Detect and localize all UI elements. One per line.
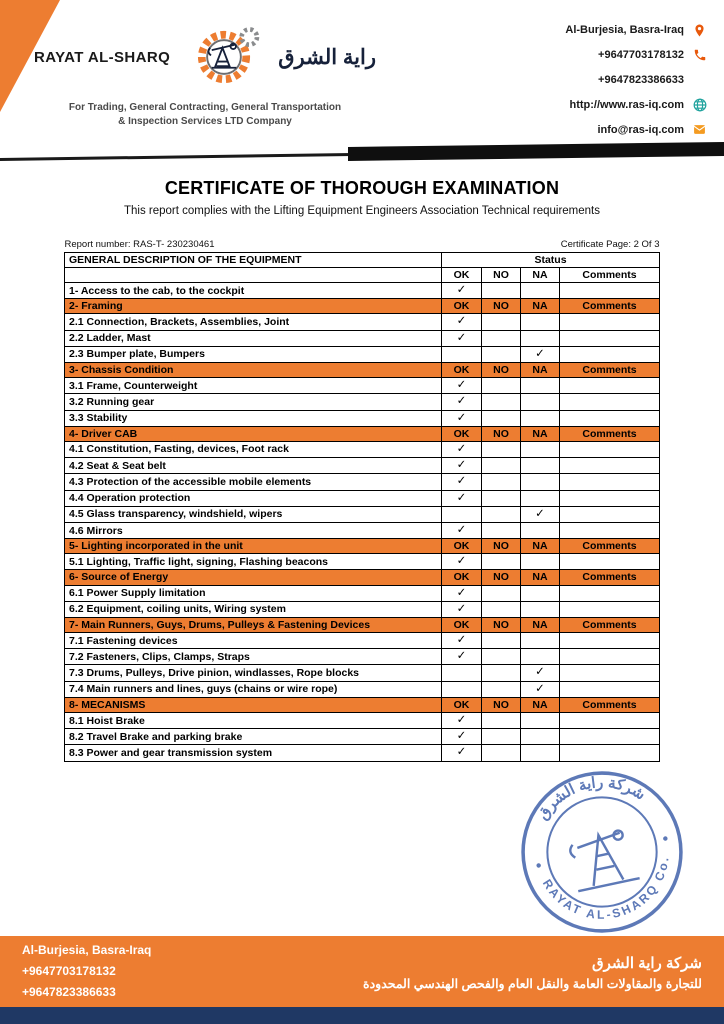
contact-row	[468, 92, 708, 117]
check-cell-no	[481, 283, 520, 299]
check-cell-no	[481, 346, 520, 362]
item-row	[64, 506, 659, 522]
section-label: 6- Source of Energy	[64, 570, 441, 585]
check-cell-comments	[559, 649, 659, 665]
check-cell-na: ✓	[520, 346, 559, 362]
item-label: 4.6 Mirrors	[64, 522, 441, 538]
section-label: 4- Driver CAB	[64, 426, 441, 441]
item-label: 1- Access to the cab, to the cockpit	[64, 283, 441, 299]
item-label: 2.2 Ladder, Mast	[64, 330, 441, 346]
section-column-comments: Comments	[559, 363, 659, 378]
stamp-arabic-text: شركة راية الشرق	[534, 774, 649, 824]
item-label: 7.2 Fasteners, Clips, Clamps, Straps	[64, 649, 441, 665]
check-cell-ok	[441, 346, 481, 362]
column-header-no: NO	[481, 268, 520, 283]
section-row	[64, 363, 659, 378]
check-cell-na	[520, 330, 559, 346]
footer-description-ar: للتجارة والمقاولات العامة والنقل العام والفحص الهندسي المحدودة	[363, 977, 702, 991]
check-cell-na	[520, 441, 559, 457]
item-label: 5.1 Lighting, Traffic light, signing, Flashing beacons	[64, 554, 441, 570]
check-cell-comments	[559, 554, 659, 570]
check-cell-comments	[559, 712, 659, 728]
contact-text: +9647823386633	[598, 73, 684, 86]
item-label: 3.2 Running gear	[64, 394, 441, 410]
check-cell-na	[520, 474, 559, 490]
check-cell-na	[520, 410, 559, 426]
stamp-english-text: RAYAT AL-SHARQ Co.	[539, 854, 672, 922]
item-row	[64, 601, 659, 617]
column-header-ok: OK	[441, 268, 481, 283]
section-column-comments: Comments	[559, 697, 659, 712]
check-cell-comments	[559, 490, 659, 506]
section-column-na: NA	[520, 617, 559, 632]
column-header-comments: Comments	[559, 268, 659, 283]
check-cell-ok	[441, 681, 481, 697]
check-cell-na	[520, 378, 559, 394]
item-row	[64, 458, 659, 474]
check-cell-no	[481, 330, 520, 346]
section-row	[64, 697, 659, 712]
section-column-na: NA	[520, 299, 559, 314]
column-header-row	[64, 268, 659, 283]
section-column-ok: OK	[441, 617, 481, 632]
check-cell-na	[520, 649, 559, 665]
item-row	[64, 681, 659, 697]
check-cell-ok: ✓	[441, 330, 481, 346]
check-cell-no	[481, 712, 520, 728]
section-label: 2- Framing	[64, 299, 441, 314]
check-cell-ok: ✓	[441, 522, 481, 538]
footer-address: Al-Burjesia, Basra-Iraq	[22, 943, 152, 957]
check-cell-no	[481, 601, 520, 617]
check-cell-comments	[559, 346, 659, 362]
section-column-comments: Comments	[559, 539, 659, 554]
check-cell-comments	[559, 522, 659, 538]
check-cell-no	[481, 585, 520, 601]
check-cell-ok: ✓	[441, 633, 481, 649]
company-tagline	[30, 101, 380, 129]
check-cell-ok: ✓	[441, 712, 481, 728]
item-row	[64, 394, 659, 410]
footer-company-ar: شركة راية الشرق	[591, 955, 702, 972]
check-cell-ok: ✓	[441, 410, 481, 426]
item-row	[64, 490, 659, 506]
check-cell-ok: ✓	[441, 378, 481, 394]
check-cell-comments	[559, 283, 659, 299]
check-cell-na	[520, 283, 559, 299]
item-label: 4.1 Constitution, Fasting, devices, Foot rack	[64, 441, 441, 457]
check-cell-comments	[559, 458, 659, 474]
item-label: 7.1 Fastening devices	[64, 633, 441, 649]
check-cell-no	[481, 745, 520, 761]
company-logo-block	[30, 12, 380, 142]
section-column-no: NO	[481, 299, 520, 314]
item-label: 6.2 Equipment, coiling units, Wiring system	[64, 601, 441, 617]
item-row	[64, 441, 659, 457]
check-cell-ok: ✓	[441, 474, 481, 490]
footer-arabic-block	[363, 952, 702, 991]
check-cell-na	[520, 490, 559, 506]
item-label: 4.2 Seat & Seat belt	[64, 458, 441, 474]
check-cell-comments	[559, 410, 659, 426]
check-cell-na: ✓	[520, 681, 559, 697]
section-label: 7- Main Runners, Guys, Drums, Pulleys & Fastening Devices	[64, 617, 441, 632]
tagline-line-1: For Trading, General Contracting, General Transportation	[68, 102, 342, 113]
section-column-comments: Comments	[559, 299, 659, 314]
check-cell-no	[481, 410, 520, 426]
item-row	[64, 378, 659, 394]
check-cell-na	[520, 394, 559, 410]
check-cell-na	[520, 633, 559, 649]
certificate-page-number: Certificate Page: 2 Of 3	[560, 239, 660, 250]
section-column-no: NO	[481, 697, 520, 712]
section-column-na: NA	[520, 363, 559, 378]
company-name-ar: راية الشرق	[278, 45, 376, 69]
section-column-comments: Comments	[559, 617, 659, 632]
item-row	[64, 283, 659, 299]
check-cell-no	[481, 314, 520, 330]
header-divider	[0, 142, 724, 164]
check-cell-ok	[441, 506, 481, 522]
item-row	[64, 474, 659, 490]
footer-band	[0, 936, 724, 1007]
globe-icon	[691, 97, 708, 113]
item-label: 8.2 Travel Brake and parking brake	[64, 729, 441, 745]
section-row	[64, 426, 659, 441]
letterhead	[0, 0, 724, 142]
section-column-ok: OK	[441, 299, 481, 314]
check-cell-no	[481, 681, 520, 697]
check-cell-na	[520, 458, 559, 474]
check-cell-ok: ✓	[441, 283, 481, 299]
svg-text:RAYAT AL-SHARQ Co.	[539, 851, 683, 934]
item-row	[64, 649, 659, 665]
check-cell-ok: ✓	[441, 394, 481, 410]
check-cell-na	[520, 729, 559, 745]
section-column-no: NO	[481, 363, 520, 378]
item-label: 7.4 Main runners and lines, guys (chains or wire rope)	[64, 681, 441, 697]
item-row	[64, 585, 659, 601]
check-cell-ok: ✓	[441, 554, 481, 570]
item-row	[64, 712, 659, 728]
check-cell-no	[481, 490, 520, 506]
section-label: 8- MECANISMS	[64, 697, 441, 712]
column-header-na: NA	[520, 268, 559, 283]
item-label: 4.4 Operation protection	[64, 490, 441, 506]
section-column-comments: Comments	[559, 570, 659, 585]
empty-header-cell	[64, 268, 441, 283]
check-cell-comments	[559, 681, 659, 697]
stamp-derrick-icon	[568, 828, 640, 891]
section-column-ok: OK	[441, 363, 481, 378]
equipment-checklist-table	[64, 252, 660, 762]
contact-text: Al-Burjesia, Basra-Iraq	[565, 24, 684, 37]
section-column-na: NA	[520, 697, 559, 712]
item-label: 2.1 Connection, Brackets, Assemblies, Joint	[64, 314, 441, 330]
contact-row	[468, 43, 708, 68]
footer-phone-1: +9647703178132	[22, 964, 116, 978]
section-row	[64, 617, 659, 632]
section-label: 5- Lighting incorporated in the unit	[64, 539, 441, 554]
check-cell-comments	[559, 314, 659, 330]
check-cell-comments	[559, 394, 659, 410]
tagline-line-2: & Inspection Services LTD Company	[118, 116, 292, 127]
check-cell-ok: ✓	[441, 490, 481, 506]
section-column-ok: OK	[441, 570, 481, 585]
check-cell-no	[481, 394, 520, 410]
footer-phone-2: +9647823386633	[22, 985, 116, 999]
check-cell-ok	[441, 665, 481, 681]
item-row	[64, 346, 659, 362]
check-cell-comments	[559, 474, 659, 490]
check-cell-no	[481, 474, 520, 490]
check-cell-comments	[559, 601, 659, 617]
mail-icon	[691, 122, 708, 138]
check-cell-na	[520, 314, 559, 330]
item-row	[64, 633, 659, 649]
company-stamp	[500, 750, 704, 954]
check-cell-no	[481, 378, 520, 394]
pumpjack-gear-logo-icon	[178, 16, 270, 98]
check-cell-comments	[559, 633, 659, 649]
section-row	[64, 570, 659, 585]
section-column-ok: OK	[441, 539, 481, 554]
bottom-navy-bar	[0, 1007, 724, 1024]
section-column-ok: OK	[441, 426, 481, 441]
company-name-en: RAYAT AL-SHARQ	[34, 48, 171, 66]
check-cell-na: ✓	[520, 506, 559, 522]
check-cell-comments	[559, 441, 659, 457]
check-cell-comments	[559, 745, 659, 761]
contact-row	[468, 18, 708, 43]
check-cell-no	[481, 522, 520, 538]
check-cell-comments	[559, 378, 659, 394]
section-column-no: NO	[481, 426, 520, 441]
check-cell-na	[520, 522, 559, 538]
item-label: 8.1 Hoist Brake	[64, 712, 441, 728]
table-title-row	[64, 253, 659, 268]
check-cell-na: ✓	[520, 665, 559, 681]
check-cell-no	[481, 554, 520, 570]
item-row	[64, 330, 659, 346]
check-cell-no	[481, 729, 520, 745]
check-cell-ok: ✓	[441, 601, 481, 617]
check-cell-no	[481, 649, 520, 665]
check-cell-ok: ✓	[441, 649, 481, 665]
page-subtitle: This report complies with the Lifting Equipment Engineers Association Technical requirements	[123, 205, 600, 217]
check-cell-na	[520, 585, 559, 601]
check-cell-no	[481, 633, 520, 649]
contact-row	[468, 68, 708, 93]
contact-text: +9647703178132	[598, 49, 684, 62]
page-title: CERTIFICATE OF THOROUGH EXAMINATION	[164, 178, 560, 198]
contact-text: info@ras-iq.com	[597, 123, 684, 136]
svg-text:شركة راية الشرق	[529, 764, 651, 826]
item-row	[64, 554, 659, 570]
item-label: 6.1 Power Supply limitation	[64, 585, 441, 601]
section-column-na: NA	[520, 539, 559, 554]
status-header: Status	[441, 253, 659, 268]
item-label: 2.3 Bumper plate, Bumpers	[64, 346, 441, 362]
section-row	[64, 539, 659, 554]
check-cell-na	[520, 601, 559, 617]
section-column-no: NO	[481, 539, 520, 554]
check-cell-no	[481, 458, 520, 474]
check-cell-ok: ✓	[441, 441, 481, 457]
check-cell-na	[520, 745, 559, 761]
item-label: 4.5 Glass transparency, windshield, wipers	[64, 506, 441, 522]
contact-row	[468, 117, 708, 142]
report-number: Report number: RAS-T- 230230461	[64, 239, 215, 250]
item-row	[64, 729, 659, 745]
section-column-na: NA	[520, 570, 559, 585]
check-cell-na	[520, 554, 559, 570]
check-cell-comments	[559, 585, 659, 601]
check-cell-no	[481, 506, 520, 522]
check-cell-ok: ✓	[441, 745, 481, 761]
check-cell-ok: ✓	[441, 585, 481, 601]
check-cell-no	[481, 665, 520, 681]
table-title: GENERAL DESCRIPTION OF THE EQUIPMENT	[64, 253, 441, 268]
section-label: 3- Chassis Condition	[64, 363, 441, 378]
item-label: 4.3 Protection of the accessible mobile elements	[64, 474, 441, 490]
check-cell-ok: ✓	[441, 729, 481, 745]
item-label: 8.3 Power and gear transmission system	[64, 745, 441, 761]
section-column-comments: Comments	[559, 426, 659, 441]
section-column-no: NO	[481, 570, 520, 585]
item-row	[64, 665, 659, 681]
check-cell-comments	[559, 506, 659, 522]
check-cell-comments	[559, 330, 659, 346]
item-row	[64, 314, 659, 330]
section-row	[64, 299, 659, 314]
check-cell-ok: ✓	[441, 314, 481, 330]
check-cell-comments	[559, 729, 659, 745]
phone-icon	[691, 47, 708, 63]
item-row	[64, 522, 659, 538]
section-column-no: NO	[481, 617, 520, 632]
section-column-ok: OK	[441, 697, 481, 712]
report-meta	[65, 239, 660, 250]
item-row	[64, 745, 659, 761]
check-cell-na	[520, 712, 559, 728]
item-label: 3.3 Stability	[64, 410, 441, 426]
item-row	[64, 410, 659, 426]
location-icon	[691, 22, 708, 38]
check-cell-no	[481, 441, 520, 457]
footer-contact-block	[22, 940, 151, 1003]
check-cell-ok: ✓	[441, 458, 481, 474]
item-label: 7.3 Drums, Pulleys, Drive pinion, windlasses, Rope blocks	[64, 665, 441, 681]
check-cell-comments	[559, 665, 659, 681]
section-column-na: NA	[520, 426, 559, 441]
contact-list	[468, 12, 708, 142]
contact-text: http://www.ras-iq.com	[569, 98, 684, 111]
item-label: 3.1 Frame, Counterweight	[64, 378, 441, 394]
none	[691, 72, 708, 88]
